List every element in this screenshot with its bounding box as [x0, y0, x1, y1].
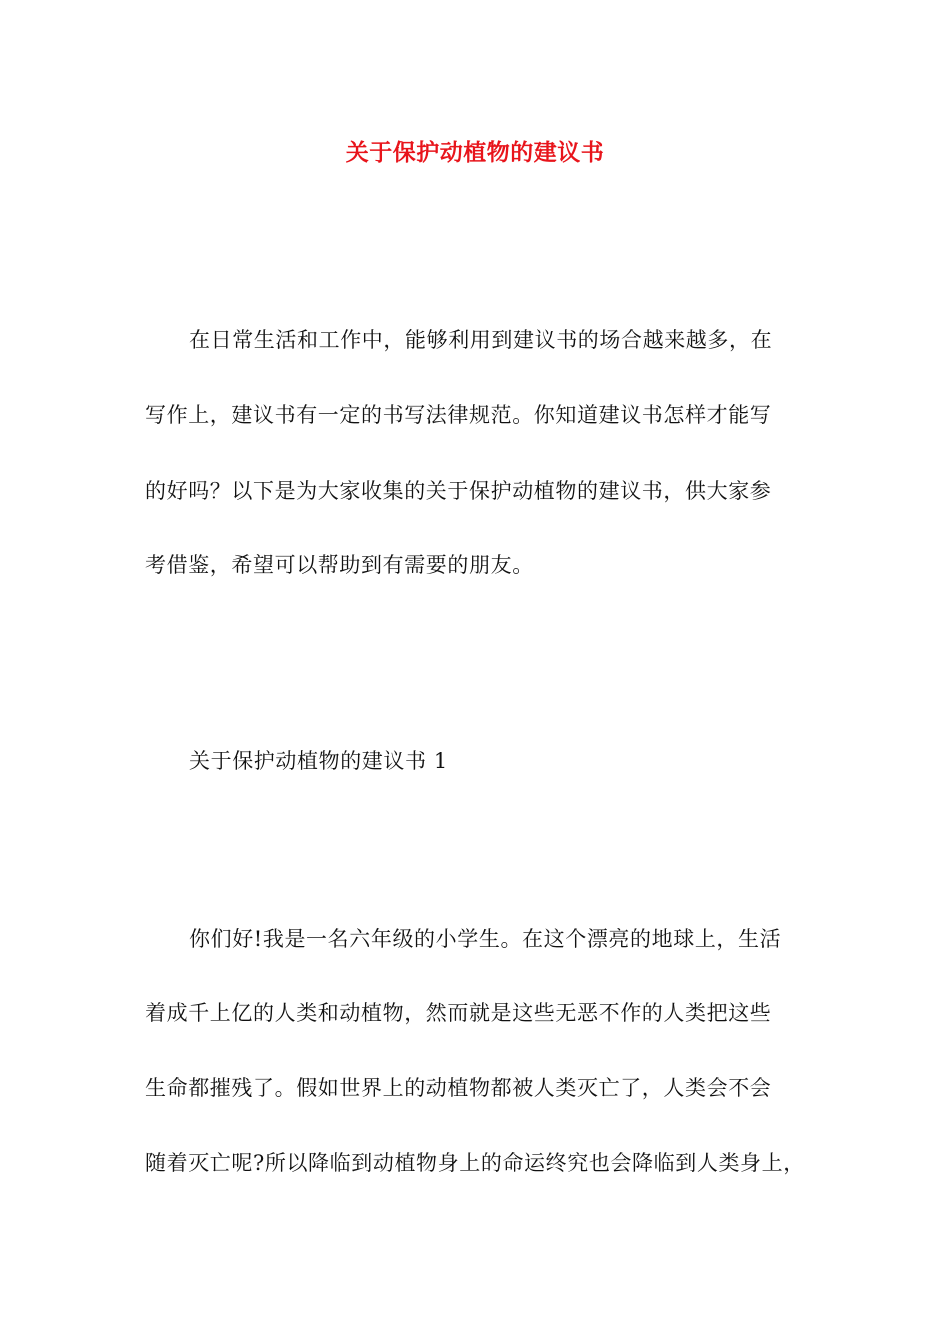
body-line-3: 生命都摧残了。假如世界上的动植物都被人类灭亡了，人类会不会 [145, 1076, 772, 1100]
intro-line-3: 的好吗？以下是为大家收集的关于保护动植物的建议书，供大家参 [145, 479, 772, 503]
intro-line-1: 在日常生活和工作中，能够利用到建议书的场合越来越多，在 [189, 328, 773, 352]
body-line-1: 你们好!我是一名六年级的小学生。在这个漂亮的地球上，生活 [189, 927, 782, 951]
section-heading: 关于保护动植物的建议书 1 [189, 749, 448, 773]
intro-line-2: 写作上，建议书有一定的书写法律规范。你知道建议书怎样才能写 [145, 403, 772, 427]
body-line-2: 着成千上亿的人类和动植物，然而就是这些无恶不作的人类把这些 [145, 1001, 772, 1025]
intro-line-4: 考借鉴，希望可以帮助到有需要的朋友。 [145, 553, 534, 577]
body-line-4: 随着灭亡呢?所以降临到动植物身上的命运终究也会降临到人类身上， [145, 1151, 805, 1175]
document-title: 关于保护动植物的建议书 [345, 139, 605, 166]
